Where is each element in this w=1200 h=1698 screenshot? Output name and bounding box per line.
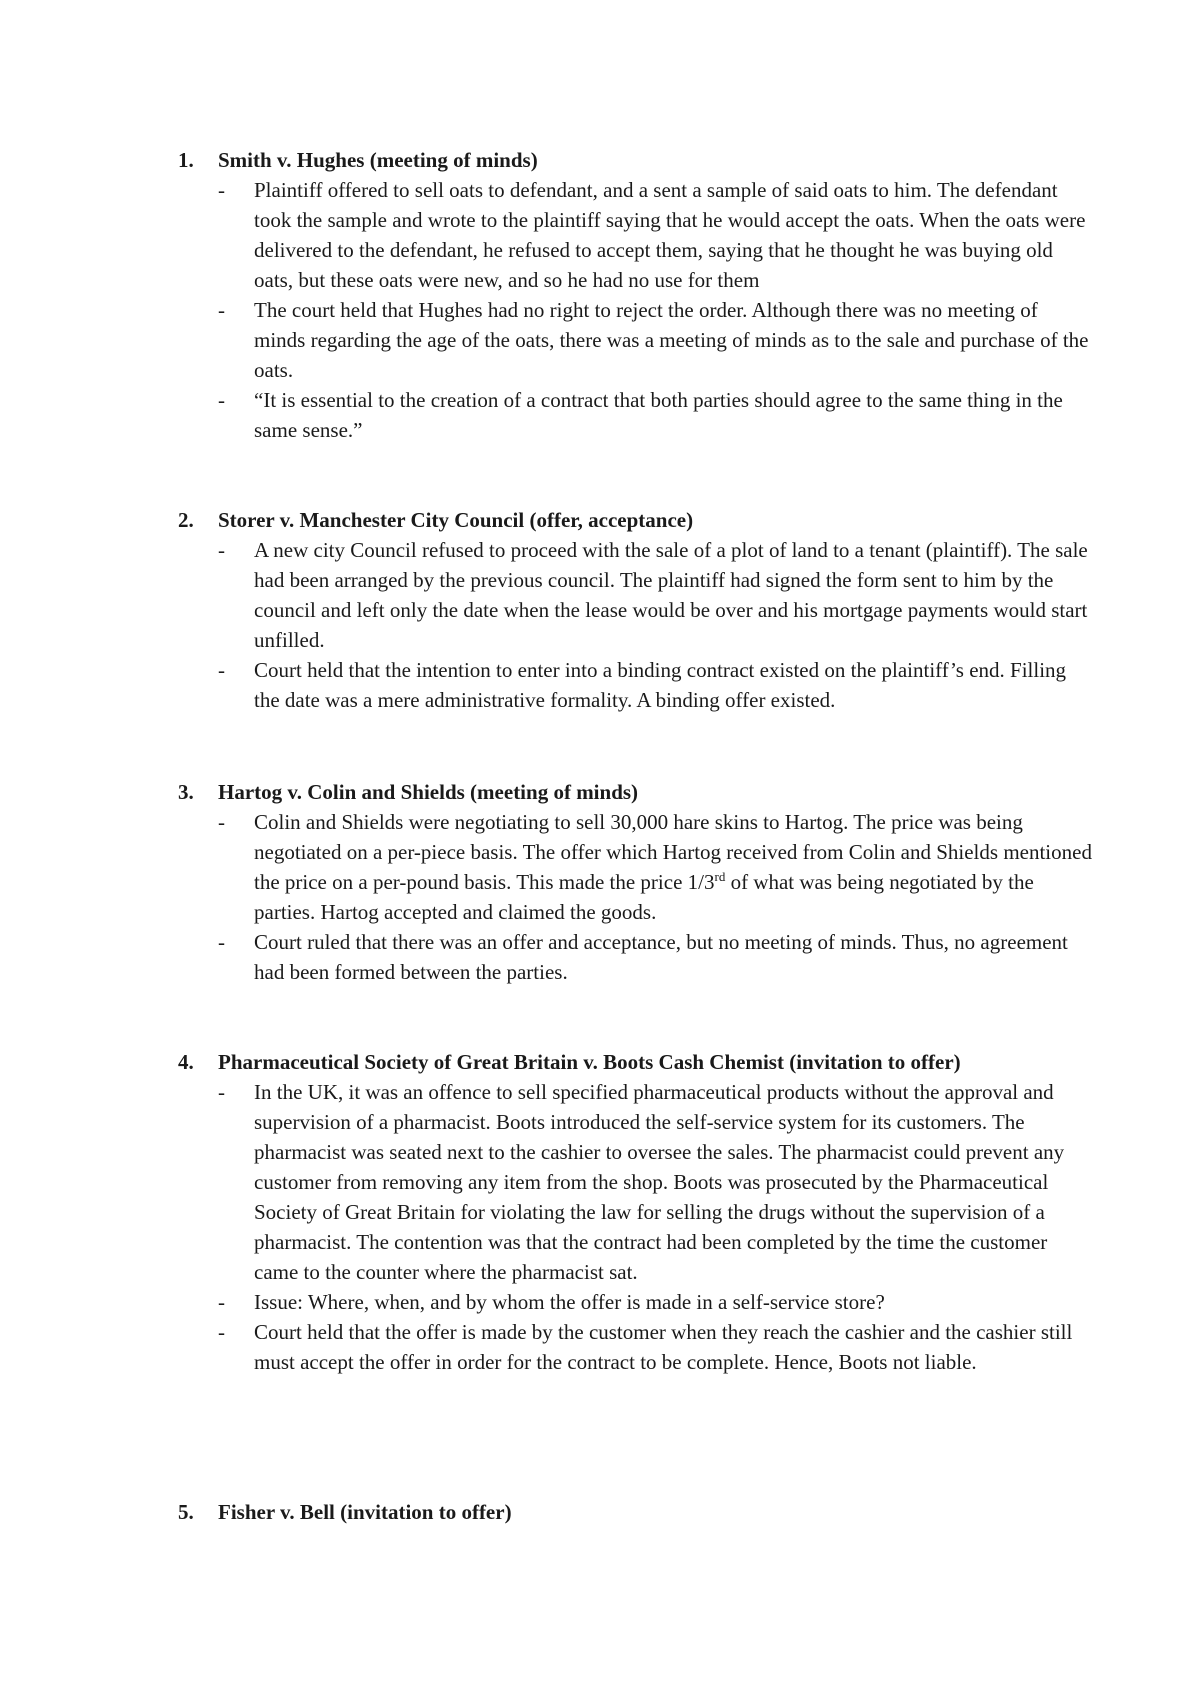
bullet-item — [178, 385, 1094, 445]
bullet-text-part: Colin and Shields were negotiating to sell 30,000 hare skins to Hartog. The price was being negotiated on a per-piece basis. The offer which Hartog received from Colin and Shields mentioned the price on a per-pound basis. This made the price 1/3 — [254, 810, 1092, 894]
bullet-text-part: of what was being negotiated by the parties. Hartog accepted and claimed the goods. — [254, 870, 1034, 924]
case-5 — [178, 1497, 1078, 1527]
dash-marker: - — [218, 810, 225, 834]
case-title-text: Pharmaceutical Society of Great Britain v. Boots Cash Chemist (invitation to offer) — [218, 1050, 961, 1074]
bullet-text: Issue: Where, when, and by whom the offer is made in a self-service store? — [254, 1290, 885, 1314]
bullet-text — [254, 810, 1092, 924]
bullet-item — [178, 1317, 1094, 1377]
bullet-item — [178, 175, 1094, 295]
case-number: 1. — [178, 148, 194, 172]
dash-marker: - — [218, 1290, 225, 1314]
case-1 — [178, 145, 1089, 445]
case-number: 5. — [178, 1500, 194, 1524]
case-heading — [178, 1497, 1118, 1527]
dash-marker: - — [218, 658, 225, 682]
bullet-text: The court held that Hughes had no right to reject the order. Although there was no meeting of minds regarding the age of the oats, there was a meeting of minds as to the sale and purchase of the oats. — [254, 298, 1089, 382]
bullet-item — [178, 295, 1094, 385]
case-4 — [178, 1047, 1078, 1377]
case-bullets — [178, 807, 1092, 987]
case-bullets — [178, 175, 1089, 445]
bullet-text: “It is essential to the creation of a contract that both parties should agree to the same thing in the same sense.” — [254, 388, 1063, 442]
bullet-text: A new city Council refused to proceed with the sale of a plot of land to a tenant (plaintiff). The sale had been arranged by the previous council. The plaintiff had signed the form sent to him by the council and left only the date when the lease would be over and his mortgage payments would start unfilled. — [254, 538, 1088, 652]
bullet-text: Court held that the offer is made by the customer when they reach the cashier and the cashier still must accept the offer in order for the contract to be complete. Hence, Boots not liable. — [254, 1320, 1073, 1374]
case-title-text: Smith v. Hughes (meeting of minds) — [218, 148, 538, 172]
dash-marker: - — [218, 298, 225, 322]
dash-marker: - — [218, 538, 225, 562]
dash-marker: - — [218, 1080, 225, 1104]
case-title-text: Storer v. Manchester City Council (offer, acceptance) — [218, 508, 694, 532]
case-title-text: Hartog v. Colin and Shields (meeting of minds) — [218, 780, 639, 804]
case-3 — [178, 777, 1092, 987]
dash-marker: - — [218, 1320, 225, 1344]
case-number: 2. — [178, 508, 194, 532]
case-title-text: Fisher v. Bell (invitation to offer) — [218, 1500, 512, 1524]
bullet-text: In the UK, it was an offence to sell specified pharmaceutical products without the approval and supervision of a pharmacist. Boots introduced the self-service system for its customers. The pharmacist was seated next to the cashier to oversee the sales. The pharmacist could prevent any customer from removing any item from the shop. Boots was prosecuted by the Pharmaceutical Society of Great Britain for violating the law for selling the drugs without the supervision of a pharmacist. The contention was that the contract had been completed by the time the customer came to the counter where the pharmacist sat. — [254, 1080, 1065, 1284]
bullet-item — [178, 1287, 1094, 1317]
bullet-item — [178, 535, 1094, 655]
dash-marker: - — [218, 178, 225, 202]
case-heading — [178, 1047, 1118, 1077]
bullet-item — [178, 807, 1094, 927]
bullet-text: Court ruled that there was an offer and acceptance, but no meeting of minds. Thus, no agreement had been formed between the parties. — [254, 930, 1068, 984]
bullet-text: Court held that the intention to enter into a binding contract existed on the plaintiff’s end. Filling the date was a mere administrative formality. A binding offer existed. — [254, 658, 1067, 712]
case-2 — [178, 505, 1088, 715]
case-heading — [178, 777, 1118, 807]
case-heading — [178, 505, 1118, 535]
case-heading — [178, 145, 1118, 175]
case-number: 3. — [178, 780, 194, 804]
bullet-item — [178, 655, 1094, 715]
ordinal-superscript: rd — [714, 869, 726, 884]
dash-marker: - — [218, 388, 225, 412]
bullet-item — [178, 1077, 1094, 1287]
bullet-text: Plaintiff offered to sell oats to defendant, and a sent a sample of said oats to him. The defendant took the sample and wrote to the plaintiff saying that he would accept the oats. When the oats were delivered to the defendant, he refused to accept them, saying that he thought he was buying old oats, but these oats were new, and so he had no use for them — [254, 178, 1086, 292]
dash-marker: - — [218, 930, 225, 954]
case-bullets — [178, 1077, 1078, 1377]
case-bullets — [178, 535, 1088, 715]
case-number: 4. — [178, 1050, 194, 1074]
bullet-item — [178, 927, 1094, 987]
